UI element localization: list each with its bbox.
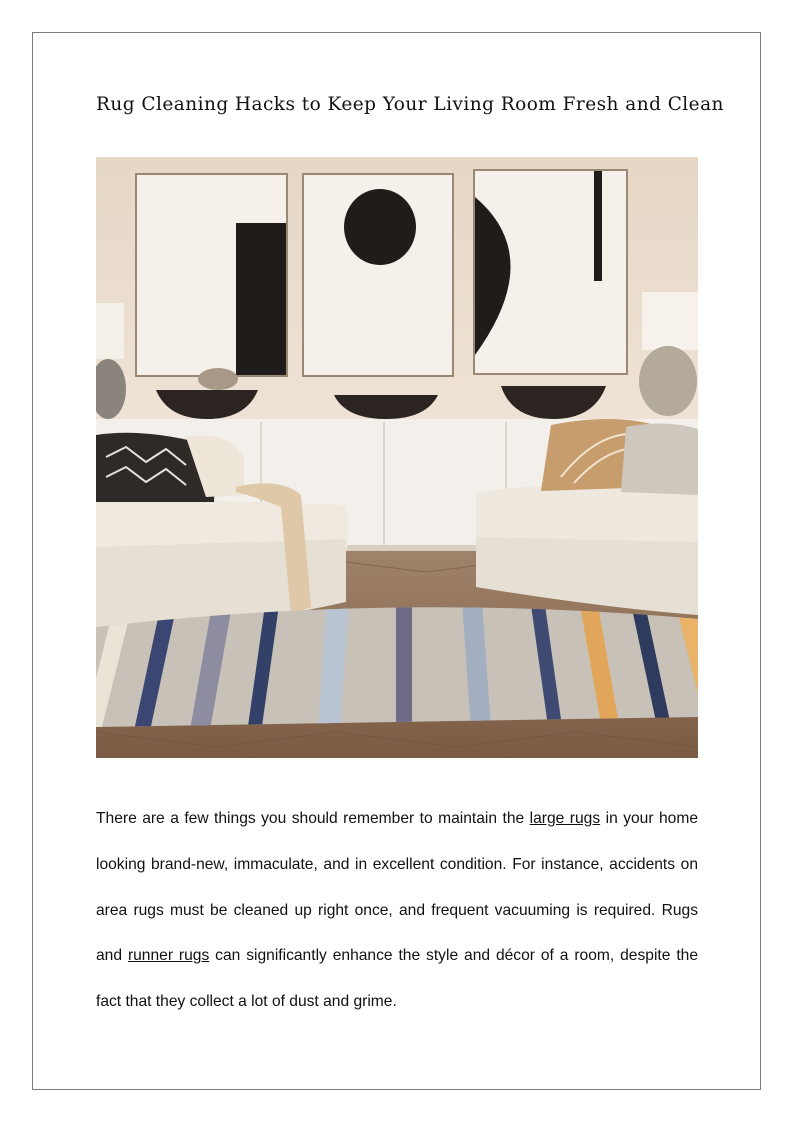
artwork-middle: [303, 174, 453, 376]
intro-paragraph: [96, 796, 698, 1025]
paragraph-text-3: can significantly enhance the style and décor of a room, despite the fact that they collect a lot of dust and grime.: [96, 947, 698, 1011]
paragraph-text-1: There are a few things you should remember to maintain the: [96, 810, 530, 827]
large-rugs-link[interactable]: large rugs: [529, 810, 601, 827]
runner-rugs-link[interactable]: runner rugs: [127, 947, 210, 965]
living-room-photo: [96, 157, 698, 758]
artwork-left: [136, 174, 287, 376]
document-title: Rug Cleaning Hacks to Keep Your Living Room Fresh and Clean: [96, 94, 724, 115]
paragraph-text-2: in your home looking brand-new, immaculate, and in excellent condition. For instance, accidents on area rugs must be cleaned up right once, and frequent vacuuming is required. Rugs and: [96, 810, 698, 965]
artwork-right: [474, 170, 627, 374]
